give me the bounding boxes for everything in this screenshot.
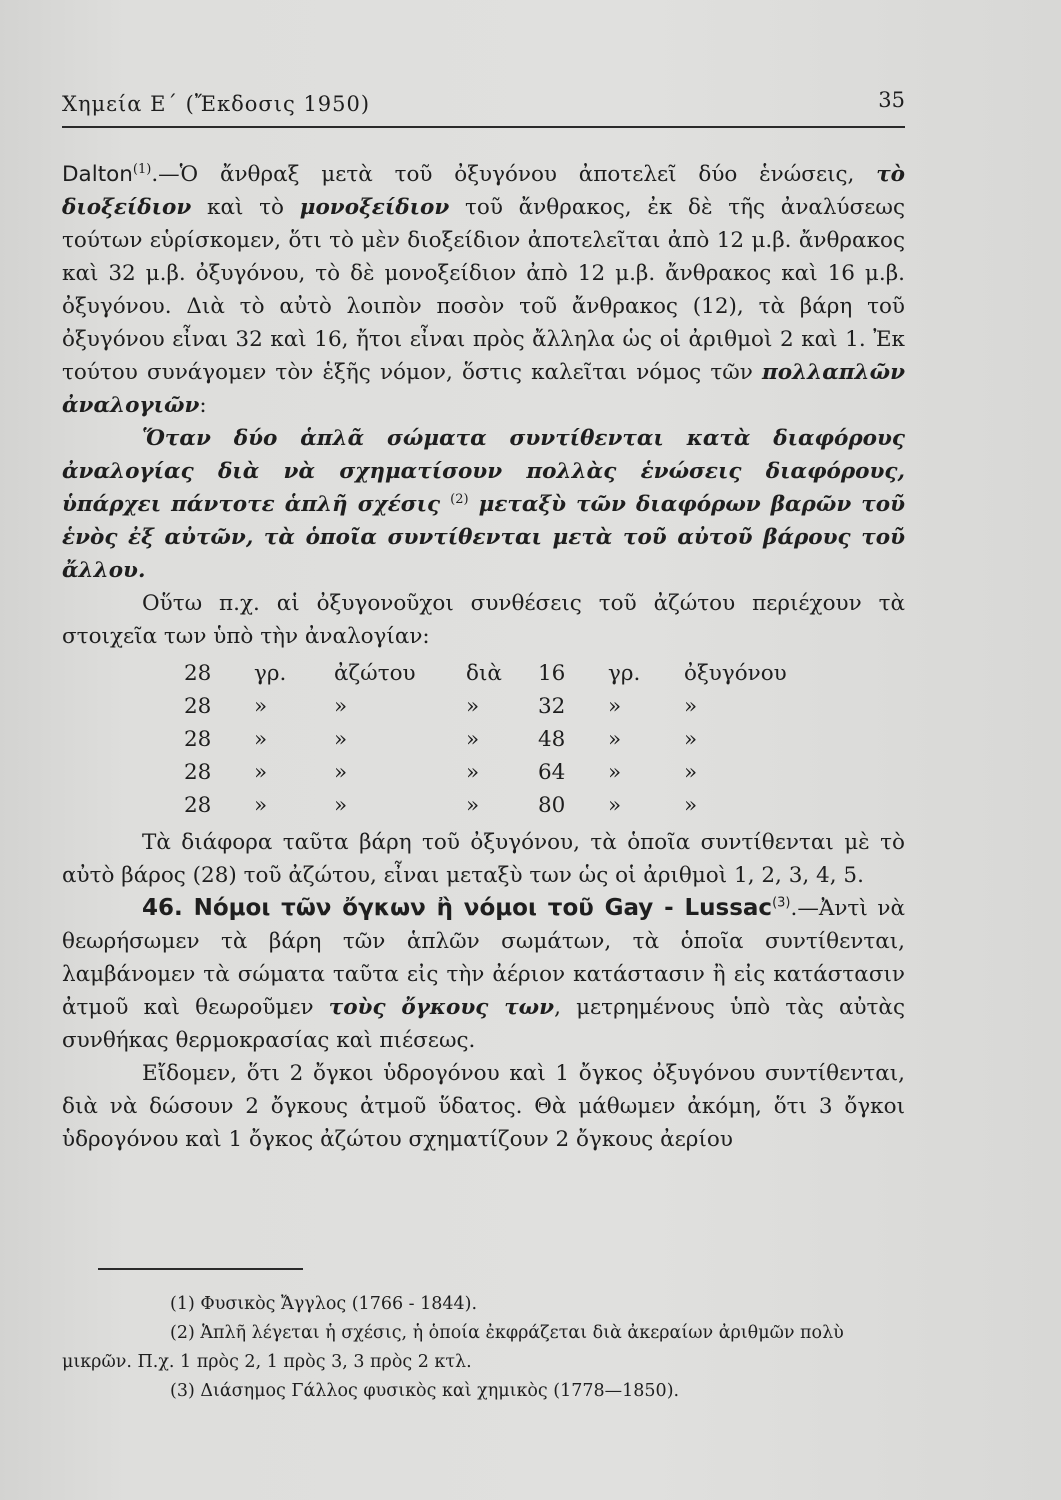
- footnotes: [62, 1290, 905, 1406]
- ratio-cell: »: [608, 727, 622, 752]
- ratio-cell: 28: [184, 760, 212, 785]
- ratio-table: [184, 657, 804, 822]
- dalton-name: Dalton: [62, 162, 133, 187]
- section-heading-text: 46. Νόμοι τῶν ὄγκων ἢ νόμοι τοῦ Gay - Lussac: [142, 895, 773, 921]
- ratio-cell: »: [684, 694, 698, 719]
- section-heading: [142, 895, 791, 921]
- ratio-cell: 64: [538, 760, 566, 785]
- term-volumes: τοὺς ὄγκους των: [328, 995, 555, 1020]
- ratio-cell: »: [608, 760, 622, 785]
- footnote-ref-2: (2): [450, 491, 469, 507]
- ratio-row: [184, 657, 804, 690]
- ratio-cell: »: [684, 727, 698, 752]
- ratio-cell: »: [608, 793, 622, 818]
- term-dioxide: τὸ διοξείδιον: [62, 162, 905, 220]
- footnote-ref-3: (3): [772, 895, 791, 911]
- ratio-cell: »: [684, 793, 698, 818]
- header-title: Χημεία Ε΄ (Ἔκδοσις 1950): [62, 92, 371, 116]
- ratio-cell: »: [334, 727, 348, 752]
- ratio-cell: »: [466, 760, 480, 785]
- paragraph-ratios: Τὰ διάφορα ταῦτα βάρη τοῦ ὀξυγόνου, τὰ ὁποῖα συντίθενται μὲ τὸ αὐτὸ βάρος (28) τοῦ ἀζώτου, εἶναι μεταξὺ των ὡς οἱ ἀριθμοὶ 1, 2, 3, 4, 5.: [62, 830, 905, 888]
- ratio-cell: »: [334, 760, 348, 785]
- law-statement: [62, 422, 905, 587]
- paragraph-example: Οὕτω π.χ. αἱ ὀξυγονοῦχοι συνθέσεις τοῦ ἀζώτου περιέχουν τὰ στοιχεῖα των ὑπὸ τὴν ἀναλογίαν:: [62, 591, 905, 649]
- ratio-cell: 16: [538, 661, 566, 686]
- ratio-cell: 32: [538, 694, 566, 719]
- ratio-cell: »: [466, 793, 480, 818]
- ratio-cell: 28: [184, 727, 212, 752]
- ratio-cell: »: [254, 793, 268, 818]
- section-text: .—Ἀντὶ νὰ θεωρήσωμεν τὰ βάρη τῶν ἁπλῶν σωμάτων, τὰ ὁποῖα συντίθενται, λαμβάνομεν τὰ σώματα ταῦτα εἰς τὴν ἀέριον κατάστασιν ἢ εἰς κατάστασιν ἀτμοῦ καὶ θεωροῦμεν: [62, 896, 905, 1020]
- paragraph-text: .—Ὁ ἄνθραξ μετὰ τοῦ ὀξυγόνου ἀποτελεῖ δύο ἑνώσεις,: [151, 162, 877, 187]
- ratio-cell: γρ.: [608, 661, 641, 686]
- footnote-ref-1: (1): [132, 161, 152, 177]
- ratio-row: [184, 723, 804, 756]
- ratio-cell: διὰ: [466, 661, 502, 686]
- ratio-cell: »: [254, 760, 268, 785]
- ratio-cell: 48: [538, 727, 566, 752]
- paragraph-text: τοῦ ἄνθρακος, ἐκ δὲ τῆς ἀναλύσεως τούτων εὑρίσκομεν, ὅτι τὸ μὲν διοξείδιον ἀποτελεῖται ἀπὸ 12 μ.β. ἄνθρακος καὶ 32 μ.β. ὀξυγόνου, τὸ δὲ μονοξείδιον ἀπὸ 12 μ.β. ἄνθρακος καὶ 16 μ.β. ὀξυγόνου. Διὰ τὸ αὐτὸ λοιπὸν ποσὸν τοῦ ἄνθρακος (12), τὰ βάρη τοῦ ὀξυγόνου εἶναι 32 καὶ 16, ἤτοι εἶναι πρὸς ἄλληλα ὡς οἱ ἀριθμοὶ 2 καὶ 1. Ἐκ τούτου συνάγομεν τὸν ἑξῆς νόμον, ὅστις καλεῖται νόμος τῶν: [62, 195, 906, 385]
- law-text: μεταξὺ τῶν διαφόρων βαρῶν τοῦ ἑνὸς ἐξ αὐτῶν, τὰ ὁποῖα συντίθενται μετὰ τοῦ αὐτοῦ βάρους τοῦ ἄλλου.: [62, 492, 905, 583]
- ratio-cell: »: [466, 727, 480, 752]
- paragraph-dalton: [62, 158, 905, 422]
- ratio-cell: ὀξυγόνου: [684, 661, 787, 686]
- ratio-cell: »: [608, 694, 622, 719]
- ratio-cell: 28: [184, 793, 212, 818]
- paragraph-text: :: [199, 393, 207, 418]
- running-header: [62, 86, 905, 128]
- ratio-cell: »: [334, 793, 348, 818]
- section-46: [62, 892, 905, 1057]
- footnote-3: (3) Διάσημος Γάλλος φυσικὸς καὶ χημικὸς (1778—1850).: [170, 1381, 680, 1401]
- ratio-row: [184, 756, 804, 789]
- term-multiple-proportions: πολλαπλῶν ἀναλογιῶν: [62, 360, 905, 418]
- ratio-cell: 28: [184, 694, 212, 719]
- ratio-cell: »: [334, 694, 348, 719]
- page-number: 35: [878, 88, 905, 112]
- paragraph-text: καὶ τὸ: [191, 195, 300, 220]
- ratio-cell: »: [254, 694, 268, 719]
- ratio-cell: »: [466, 694, 480, 719]
- ratio-cell: ἀζώτου: [334, 661, 416, 686]
- term-monoxide: μονοξείδιον: [299, 195, 450, 220]
- paragraph-volumes: Εἴδομεν, ὅτι 2 ὄγκοι ὑδρογόνου καὶ 1 ὄγκος ὀξυγόνου συντίθενται, διὰ νὰ δώσουν 2 ὄγκους ἀτμοῦ ὕδατος. Θὰ μάθωμεν ἀκόμη, ὅτι 3 ὄγκοι ὑδρογόνου καὶ 1 ὄγκος ἀζώτου σχηματίζουν 2 ὄγκους ἀερίου: [62, 1061, 905, 1152]
- ratio-row: [184, 789, 804, 822]
- ratio-cell: »: [254, 727, 268, 752]
- footnote-divider: [98, 1268, 303, 1270]
- ratio-row: [184, 690, 804, 723]
- ratio-cell: »: [684, 760, 698, 785]
- ratio-cell: γρ.: [254, 661, 287, 686]
- ratio-cell: 80: [538, 793, 566, 818]
- section-text: , μετρημένους ὑπὸ τὰς αὐτὰς συνθήκας θερμοκρασίας καὶ πιέσεως.: [62, 995, 905, 1053]
- footnote-2: (2) Ἁπλῆ λέγεται ἡ σχέσις, ἡ ὁποία ἐκφράζεται διὰ ἀκεραίων ἀριθμῶν πολὺ μικρῶν. Π.χ. 1 πρὸς 2, 1 πρὸς 3, 3 πρὸς 2 κτλ.: [62, 1323, 844, 1372]
- law-text: Ὅταν δύο ἁπλᾶ σώματα συντίθενται κατὰ διαφόρους ἀναλογίας διὰ νὰ σχηματίσουν πολλὰς ἑνώσεις διαφόρους, ὑπάρχει πάντοτε ἁπλῆ σχέσις: [62, 426, 905, 517]
- main-text: [62, 158, 905, 1156]
- footnote-1: (1) Φυσικὸς Ἄγγλος (1766 - 1844).: [170, 1294, 478, 1314]
- ratio-cell: 28: [184, 661, 212, 686]
